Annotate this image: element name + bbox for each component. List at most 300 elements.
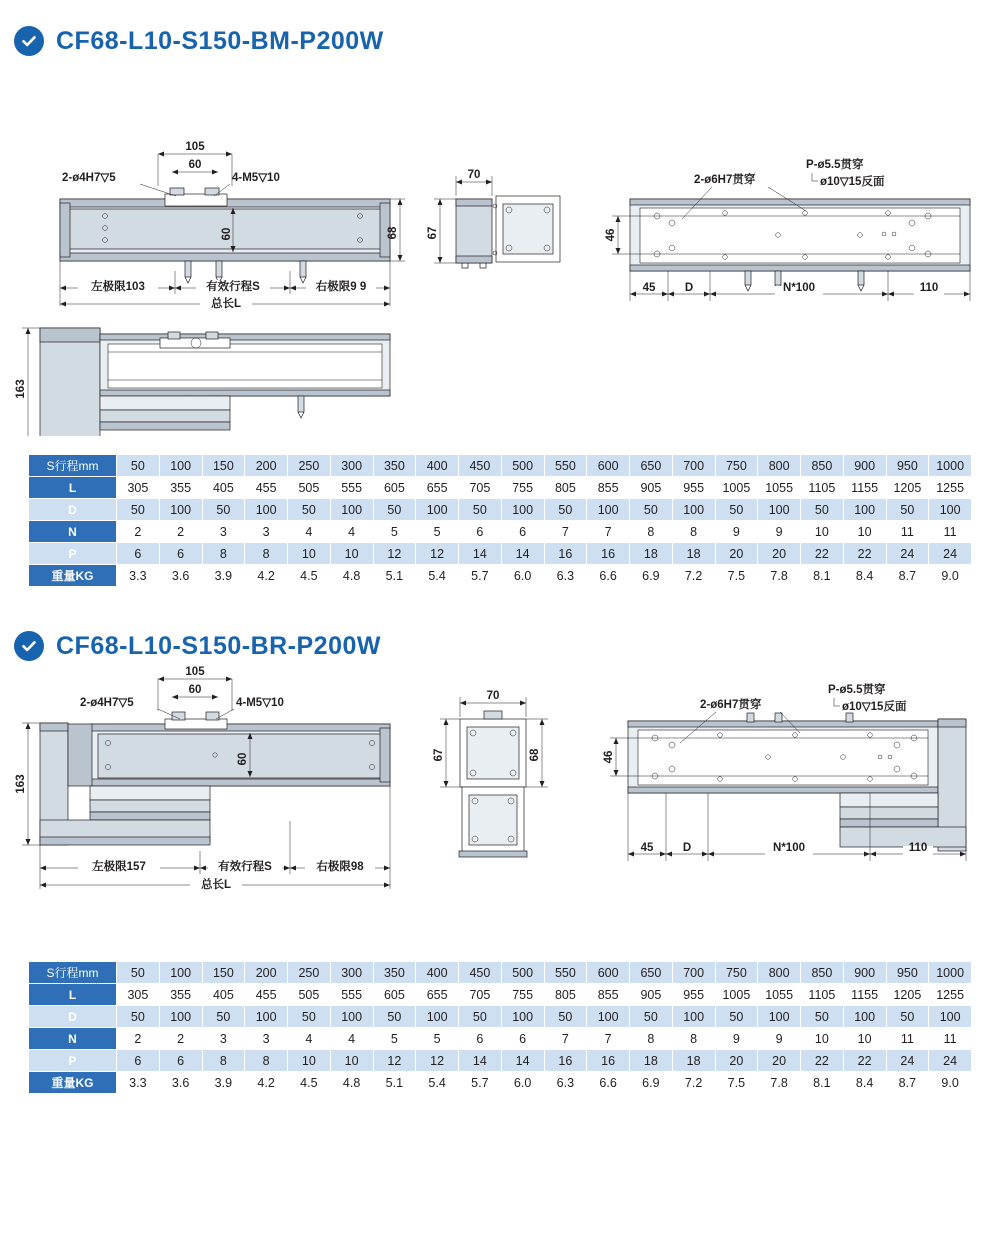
cell: 8.4 bbox=[843, 565, 886, 587]
cell: 3.9 bbox=[202, 1072, 245, 1094]
cell: 20 bbox=[758, 543, 801, 565]
dim-67: 67 bbox=[433, 748, 445, 762]
cell: 4 bbox=[288, 1028, 331, 1050]
cell: 100 bbox=[672, 499, 715, 521]
cell: 3.9 bbox=[202, 565, 245, 587]
cell: 1255 bbox=[929, 477, 972, 499]
cell: 7.2 bbox=[672, 1072, 715, 1094]
table-row bbox=[29, 543, 972, 565]
dim-110: 110 bbox=[919, 282, 939, 294]
row-header: P bbox=[29, 1050, 117, 1072]
cell: 50 bbox=[117, 1006, 160, 1028]
cell: 100 bbox=[245, 499, 288, 521]
cell: 8 bbox=[630, 1028, 673, 1050]
cell: 14 bbox=[501, 543, 544, 565]
cell: 3.6 bbox=[159, 1072, 202, 1094]
cell: 4.5 bbox=[288, 565, 331, 587]
cell: 1005 bbox=[715, 984, 758, 1006]
cell: 100 bbox=[758, 499, 801, 521]
cell: 50 bbox=[715, 499, 758, 521]
cell: 50 bbox=[886, 1006, 929, 1028]
cell: 5.7 bbox=[459, 1072, 502, 1094]
cell: 8 bbox=[672, 521, 715, 543]
row-header: 重量KG bbox=[29, 1072, 117, 1094]
cell: 750 bbox=[715, 962, 758, 984]
cell: 4.8 bbox=[330, 565, 373, 587]
cell: 755 bbox=[501, 984, 544, 1006]
dim-60-top: 60 bbox=[188, 684, 202, 696]
cell: 700 bbox=[672, 962, 715, 984]
cell: 1105 bbox=[801, 984, 844, 1006]
row-header: D bbox=[29, 499, 117, 521]
cell: 500 bbox=[501, 962, 544, 984]
cell: 355 bbox=[159, 984, 202, 1006]
cell: 100 bbox=[929, 499, 972, 521]
cell: 5.4 bbox=[416, 1072, 459, 1094]
cell: 2 bbox=[159, 521, 202, 543]
label-left-limit: 左极限157 bbox=[92, 861, 146, 873]
cell: 950 bbox=[886, 962, 929, 984]
cell: 7 bbox=[587, 521, 630, 543]
cell: 24 bbox=[886, 1050, 929, 1072]
cell: 8 bbox=[202, 1050, 245, 1072]
dim-n100: N*100 bbox=[773, 842, 805, 854]
cell: 900 bbox=[843, 962, 886, 984]
cell: 1000 bbox=[929, 455, 972, 477]
cell: 14 bbox=[459, 1050, 502, 1072]
spec-table-br bbox=[28, 961, 972, 1094]
cell: 6 bbox=[501, 1028, 544, 1050]
cell: 10 bbox=[843, 521, 886, 543]
dim-163: 163 bbox=[15, 379, 27, 399]
cell: 22 bbox=[801, 543, 844, 565]
cell: 450 bbox=[459, 455, 502, 477]
cell: 8 bbox=[202, 543, 245, 565]
dim-60-inner: 60 bbox=[237, 752, 249, 766]
cell: 1055 bbox=[758, 984, 801, 1006]
cell: 10 bbox=[288, 543, 331, 565]
cell: 850 bbox=[801, 455, 844, 477]
cell: 8.1 bbox=[801, 1072, 844, 1094]
cell: 3 bbox=[202, 521, 245, 543]
cell: 350 bbox=[373, 455, 416, 477]
cell: 6 bbox=[159, 543, 202, 565]
cell: 3.3 bbox=[117, 1072, 160, 1094]
cell: 3 bbox=[245, 521, 288, 543]
label-p55-sub: ø10▽15反面 bbox=[820, 176, 885, 188]
cell: 14 bbox=[501, 1050, 544, 1072]
cell: 22 bbox=[801, 1050, 844, 1072]
cell: 3.3 bbox=[117, 565, 160, 587]
cell: 9.0 bbox=[929, 565, 972, 587]
cell: 50 bbox=[459, 1006, 502, 1028]
cell: 550 bbox=[544, 962, 587, 984]
row-header: 重量KG bbox=[29, 565, 117, 587]
cell: 6.6 bbox=[587, 565, 630, 587]
label-2x6h7: 2-ø6H7贯穿 bbox=[700, 699, 762, 711]
cell: 555 bbox=[330, 984, 373, 1006]
cell: 650 bbox=[630, 455, 673, 477]
cell: 10 bbox=[330, 1050, 373, 1072]
cell: 50 bbox=[801, 1006, 844, 1028]
cell: 450 bbox=[459, 962, 502, 984]
cell: 805 bbox=[544, 984, 587, 1006]
cell: 305 bbox=[117, 984, 160, 1006]
cell: 11 bbox=[886, 1028, 929, 1050]
cell: 655 bbox=[416, 984, 459, 1006]
cell: 10 bbox=[288, 1050, 331, 1072]
cell: 6 bbox=[501, 521, 544, 543]
cell: 505 bbox=[288, 477, 331, 499]
cell: 9 bbox=[758, 521, 801, 543]
cell: 50 bbox=[801, 499, 844, 521]
cell: 605 bbox=[373, 477, 416, 499]
cell: 5.7 bbox=[459, 565, 502, 587]
table-row bbox=[29, 1028, 972, 1050]
dim-110: 110 bbox=[908, 842, 928, 854]
cell: 1205 bbox=[886, 984, 929, 1006]
table-row bbox=[29, 1050, 972, 1072]
cell: 50 bbox=[373, 1006, 416, 1028]
dim-67: 67 bbox=[427, 226, 439, 240]
table-row bbox=[29, 499, 972, 521]
cell: 705 bbox=[459, 477, 502, 499]
dim-n100: N*100 bbox=[783, 282, 815, 294]
spec-table-bm bbox=[28, 454, 972, 587]
cell: 905 bbox=[630, 477, 673, 499]
dim-68: 68 bbox=[387, 226, 399, 240]
cell: 1155 bbox=[843, 477, 886, 499]
cell: 150 bbox=[202, 962, 245, 984]
cell: 1255 bbox=[929, 984, 972, 1006]
cell: 100 bbox=[758, 1006, 801, 1028]
dim-70: 70 bbox=[467, 169, 481, 181]
cell: 8 bbox=[672, 1028, 715, 1050]
cell: 8.4 bbox=[843, 1072, 886, 1094]
cell: 5 bbox=[373, 1028, 416, 1050]
cell: 455 bbox=[245, 984, 288, 1006]
cell: 1155 bbox=[843, 984, 886, 1006]
cell: 50 bbox=[117, 455, 160, 477]
label-total-length: 总长L bbox=[200, 879, 232, 891]
row-header: D bbox=[29, 1006, 117, 1028]
cell: 1055 bbox=[758, 477, 801, 499]
dim-70: 70 bbox=[486, 690, 500, 702]
cell: 100 bbox=[587, 499, 630, 521]
table-row bbox=[29, 984, 972, 1006]
cell: 855 bbox=[587, 984, 630, 1006]
cell: 7.5 bbox=[715, 565, 758, 587]
dim-105: 105 bbox=[185, 141, 205, 153]
cell: 20 bbox=[758, 1050, 801, 1072]
check-circle-icon bbox=[14, 26, 44, 56]
cell: 300 bbox=[330, 962, 373, 984]
cell: 605 bbox=[373, 984, 416, 1006]
table-row bbox=[29, 521, 972, 543]
cell: 50 bbox=[117, 499, 160, 521]
row-header: N bbox=[29, 521, 117, 543]
cell: 4.8 bbox=[330, 1072, 373, 1094]
cell: 100 bbox=[159, 455, 202, 477]
cell: 16 bbox=[544, 543, 587, 565]
label-p55: P-ø5.5贯穿 bbox=[828, 684, 886, 696]
cell: 18 bbox=[672, 1050, 715, 1072]
row-header: P bbox=[29, 543, 117, 565]
label-stroke: 有效行程S bbox=[206, 281, 260, 293]
row-header: S行程mm bbox=[29, 455, 117, 477]
cell: 955 bbox=[672, 984, 715, 1006]
cell: 10 bbox=[801, 1028, 844, 1050]
table-row bbox=[29, 565, 972, 587]
cell: 22 bbox=[843, 1050, 886, 1072]
label-total-length: 总长L bbox=[210, 298, 242, 310]
table-row bbox=[29, 1006, 972, 1028]
cell: 100 bbox=[330, 1006, 373, 1028]
cell: 5.1 bbox=[373, 1072, 416, 1094]
cell: 10 bbox=[843, 1028, 886, 1050]
cell: 5.1 bbox=[373, 565, 416, 587]
dim-45: 45 bbox=[642, 282, 656, 294]
cell: 24 bbox=[886, 543, 929, 565]
cell: 8.7 bbox=[886, 1072, 929, 1094]
cell: 100 bbox=[416, 1006, 459, 1028]
cell: 400 bbox=[416, 962, 459, 984]
cell: 6.9 bbox=[630, 1072, 673, 1094]
cell: 5.4 bbox=[416, 565, 459, 587]
cell: 7.8 bbox=[758, 565, 801, 587]
cell: 200 bbox=[245, 962, 288, 984]
cell: 800 bbox=[758, 455, 801, 477]
cell: 12 bbox=[416, 1050, 459, 1072]
cell: 455 bbox=[245, 477, 288, 499]
dim-45: 45 bbox=[640, 842, 654, 854]
cell: 7 bbox=[587, 1028, 630, 1050]
cell: 50 bbox=[715, 1006, 758, 1028]
cell: 300 bbox=[330, 455, 373, 477]
cell: 4 bbox=[330, 521, 373, 543]
cell: 2 bbox=[117, 521, 160, 543]
cell: 9 bbox=[715, 1028, 758, 1050]
cell: 900 bbox=[843, 455, 886, 477]
cell: 50 bbox=[202, 499, 245, 521]
cell: 3 bbox=[245, 1028, 288, 1050]
cell: 12 bbox=[373, 543, 416, 565]
cell: 8 bbox=[245, 1050, 288, 1072]
cell: 2 bbox=[117, 1028, 160, 1050]
cell: 4.5 bbox=[288, 1072, 331, 1094]
cell: 6 bbox=[459, 521, 502, 543]
cell: 505 bbox=[288, 984, 331, 1006]
cell: 4.2 bbox=[245, 1072, 288, 1094]
cell: 50 bbox=[288, 1006, 331, 1028]
cell: 10 bbox=[801, 521, 844, 543]
dim-46: 46 bbox=[605, 228, 617, 242]
cell: 7 bbox=[544, 521, 587, 543]
cell: 24 bbox=[929, 1050, 972, 1072]
cell: 5 bbox=[416, 521, 459, 543]
page-title-br: CF68-L10-S150-BR-P200W bbox=[56, 631, 381, 660]
cell: 22 bbox=[843, 543, 886, 565]
cell: 18 bbox=[672, 543, 715, 565]
dim-163: 163 bbox=[15, 774, 27, 794]
cell: 100 bbox=[843, 499, 886, 521]
dim-d: D bbox=[682, 842, 692, 854]
cell: 11 bbox=[886, 521, 929, 543]
dim-46: 46 bbox=[603, 750, 615, 764]
cell: 1005 bbox=[715, 477, 758, 499]
cell: 855 bbox=[587, 477, 630, 499]
cell: 50 bbox=[202, 1006, 245, 1028]
cell: 600 bbox=[587, 962, 630, 984]
cell: 4 bbox=[330, 1028, 373, 1050]
cell: 8.7 bbox=[886, 565, 929, 587]
cell: 250 bbox=[288, 455, 331, 477]
cell: 16 bbox=[587, 1050, 630, 1072]
cell: 100 bbox=[501, 499, 544, 521]
label-2x4h7: 2-ø4H7▽5 bbox=[80, 697, 134, 709]
cell: 405 bbox=[202, 477, 245, 499]
table-row bbox=[29, 1072, 972, 1094]
dim-68: 68 bbox=[529, 748, 541, 762]
table-row bbox=[29, 477, 972, 499]
page-title-bm: CF68-L10-S150-BM-P200W bbox=[56, 26, 384, 55]
cell: 18 bbox=[630, 543, 673, 565]
label-right-limit: 右极限98 bbox=[316, 861, 364, 873]
row-header: L bbox=[29, 984, 117, 1006]
cell: 7.5 bbox=[715, 1072, 758, 1094]
cell: 655 bbox=[416, 477, 459, 499]
label-p55: P-ø5.5贯穿 bbox=[806, 159, 864, 171]
cell: 9.0 bbox=[929, 1072, 972, 1094]
cell: 100 bbox=[159, 499, 202, 521]
product-section-br bbox=[0, 631, 1000, 1094]
table-row bbox=[29, 455, 972, 477]
cell: 5 bbox=[373, 521, 416, 543]
cell: 955 bbox=[672, 477, 715, 499]
cell: 6 bbox=[117, 1050, 160, 1072]
check-circle-icon bbox=[14, 631, 44, 661]
cell: 100 bbox=[843, 1006, 886, 1028]
cell: 9 bbox=[758, 1028, 801, 1050]
cell: 11 bbox=[929, 1028, 972, 1050]
cell: 500 bbox=[501, 455, 544, 477]
cell: 1205 bbox=[886, 477, 929, 499]
section-header-br bbox=[0, 631, 1000, 661]
cell: 50 bbox=[459, 499, 502, 521]
cell: 705 bbox=[459, 984, 502, 1006]
cell: 100 bbox=[245, 1006, 288, 1028]
cell: 850 bbox=[801, 962, 844, 984]
cell: 100 bbox=[672, 1006, 715, 1028]
dim-60-inner: 60 bbox=[221, 227, 233, 241]
cell: 6.9 bbox=[630, 565, 673, 587]
cell: 650 bbox=[630, 962, 673, 984]
product-section-bm bbox=[0, 0, 1000, 587]
cell: 4.2 bbox=[245, 565, 288, 587]
cell: 50 bbox=[373, 499, 416, 521]
cell: 150 bbox=[202, 455, 245, 477]
cell: 750 bbox=[715, 455, 758, 477]
row-header: N bbox=[29, 1028, 117, 1050]
cell: 100 bbox=[330, 499, 373, 521]
cell: 6 bbox=[459, 1028, 502, 1050]
cell: 6.0 bbox=[501, 565, 544, 587]
cell: 6.6 bbox=[587, 1072, 630, 1094]
cell: 50 bbox=[544, 499, 587, 521]
label-p55-sub: ø10▽15反面 bbox=[842, 701, 907, 713]
cell: 12 bbox=[373, 1050, 416, 1072]
cell: 7.2 bbox=[672, 565, 715, 587]
dim-105: 105 bbox=[185, 666, 205, 678]
cell: 16 bbox=[587, 543, 630, 565]
cell: 250 bbox=[288, 962, 331, 984]
cell: 18 bbox=[630, 1050, 673, 1072]
cell: 10 bbox=[330, 543, 373, 565]
cell: 3.6 bbox=[159, 565, 202, 587]
cell: 6 bbox=[117, 543, 160, 565]
cell: 100 bbox=[501, 1006, 544, 1028]
cell: 1000 bbox=[929, 962, 972, 984]
cell: 16 bbox=[544, 1050, 587, 1072]
cell: 100 bbox=[587, 1006, 630, 1028]
cell: 305 bbox=[117, 477, 160, 499]
label-2x4h7: 2-ø4H7▽5 bbox=[62, 172, 116, 184]
cell: 1105 bbox=[801, 477, 844, 499]
row-header: S行程mm bbox=[29, 962, 117, 984]
technical-drawing-br bbox=[0, 661, 1000, 931]
cell: 100 bbox=[159, 1006, 202, 1028]
cell: 8 bbox=[245, 543, 288, 565]
cell: 4 bbox=[288, 521, 331, 543]
label-4m5: 4-M5▽10 bbox=[236, 697, 284, 709]
cell: 400 bbox=[416, 455, 459, 477]
cell: 550 bbox=[544, 455, 587, 477]
row-header: L bbox=[29, 477, 117, 499]
cell: 7.8 bbox=[758, 1072, 801, 1094]
cell: 100 bbox=[159, 962, 202, 984]
dim-60-top: 60 bbox=[188, 159, 202, 171]
dim-d: D bbox=[684, 282, 694, 294]
cell: 12 bbox=[416, 543, 459, 565]
cell: 50 bbox=[544, 1006, 587, 1028]
label-right-limit: 右极限9 9 bbox=[315, 281, 367, 293]
label-stroke: 有效行程S bbox=[218, 861, 272, 873]
cell: 6.3 bbox=[544, 1072, 587, 1094]
cell: 3 bbox=[202, 1028, 245, 1050]
section-header-bm bbox=[0, 26, 1000, 56]
cell: 8.1 bbox=[801, 565, 844, 587]
cell: 905 bbox=[630, 984, 673, 1006]
cell: 950 bbox=[886, 455, 929, 477]
cell: 700 bbox=[672, 455, 715, 477]
cell: 6.3 bbox=[544, 565, 587, 587]
cell: 50 bbox=[630, 1006, 673, 1028]
cell: 50 bbox=[630, 499, 673, 521]
technical-drawing-bm bbox=[0, 56, 1000, 436]
cell: 2 bbox=[159, 1028, 202, 1050]
table-row bbox=[29, 962, 972, 984]
cell: 50 bbox=[886, 499, 929, 521]
cell: 805 bbox=[544, 477, 587, 499]
cell: 755 bbox=[501, 477, 544, 499]
cell: 350 bbox=[373, 962, 416, 984]
label-4m5: 4-M5▽10 bbox=[232, 172, 280, 184]
cell: 11 bbox=[929, 521, 972, 543]
cell: 555 bbox=[330, 477, 373, 499]
cell: 50 bbox=[117, 962, 160, 984]
cell: 8 bbox=[630, 521, 673, 543]
cell: 9 bbox=[715, 521, 758, 543]
